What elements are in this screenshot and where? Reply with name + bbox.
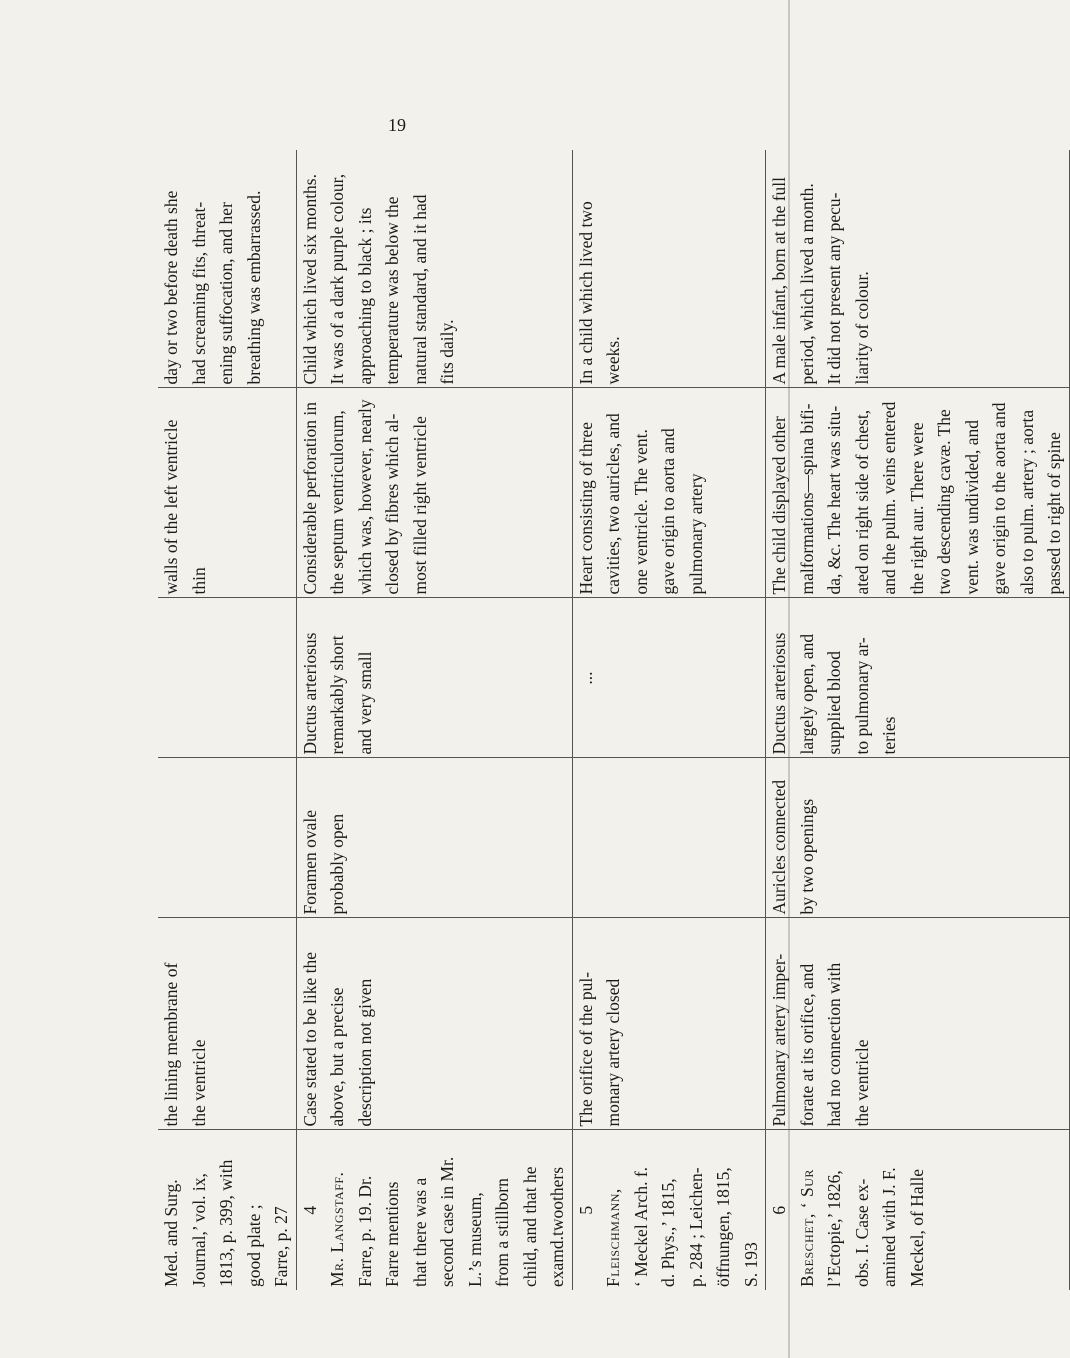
case-number: 5 — [575, 1205, 596, 1215]
life-cell: A male infant, born at the full period, which lived a month. It did not present any pecu- liarity of colour. — [769, 176, 872, 385]
foramen-cell — [158, 758, 296, 918]
ductus-cell: Ductus arteriosus remarkably short and very small — [296, 598, 572, 758]
source-cell: 6 Breschet, ‘ Sur l’Ectopie,’ 1826, obs. I. Case ex- amined with J. F. Meckel, of Halle — [766, 1130, 1070, 1290]
case-number: 4 — [299, 1205, 320, 1215]
ductus-cell — [158, 598, 296, 758]
table-row — [572, 150, 766, 1290]
foramen-cell: Foramen ovale probably open — [296, 758, 572, 918]
rotated-table-container — [158, 150, 1064, 1290]
table-row — [296, 150, 572, 1290]
source-cell: Med. and Surg. Journal,’ vol. ix, 1813, p. 399, with good plate ; Farre, p. 27 — [158, 1130, 296, 1290]
source-cell: 5 Fleischmann, ‘ Meckel Arch. f. d. Phys.,’ 1815, p. 284 ; Leichen- öffnungen, 1815, S. 193 — [572, 1130, 766, 1290]
heart-cell: Considerable perforation in the septum ventriculorum, which was, however, nearly closed by fibres which al- most filled right ventricle — [296, 388, 572, 598]
ductus-cell: ... — [572, 598, 766, 758]
foramen-cell — [572, 758, 766, 918]
pulmonary-cell: Pulmonary artery imper- forate at its orifice, and had no connection with the ventricle — [766, 918, 1070, 1130]
case-number: 6 — [769, 1205, 789, 1215]
page-number: 19 — [388, 115, 406, 135]
pulmonary-cell: the lining membrane of the ventricle — [158, 918, 296, 1130]
heart-cell: walls of the left ventricle thin — [158, 388, 296, 598]
case-table — [158, 150, 1070, 1290]
pulmonary-cell: Case stated to be like the above, but a precise description not given — [296, 918, 572, 1130]
pulmonary-cell: The orifice of the pul- monary artery closed — [572, 918, 766, 1130]
life-cell: Child which lived six months. It was of a dark purple colour, approaching to black ; its temperature was below the natural standard, and it had fits daily. — [299, 173, 457, 385]
table-row — [766, 150, 1070, 1290]
source-cell: 4 Mr. Langstaff. Farre, p. 19. Dr. Farre mentions that there was a second case in Mr. L.’s museum, from a stillborn child, and that he examd.twoothers — [296, 1130, 572, 1290]
case-table-body — [158, 150, 1069, 1290]
heart-cell: Heart consisting of three cavities, two auricles, and one ventricle. The vent. gave origin to aorta and pulmonary artery — [572, 388, 766, 598]
table-row — [158, 150, 296, 1290]
ductus-cell: Ductus arteriosus largely open, and supplied blood to pulmonary ar- teries — [766, 598, 1070, 758]
foramen-cell: Auricles connected by two openings — [766, 758, 1070, 918]
life-cell: day or two before death she had screaming fits, threat- ening suffocation, and her breathing was embarrassed. — [161, 190, 264, 385]
heart-cell: The child displayed other malformations—spina bifi- da, &c. The heart was situ- ated on right side of chest, and the pulm. veins entered the right aur. There were two descending cavæ. The vent. was undivided, and gave origin to the aorta and also to pulm. artery ; aorta passed to right of spine — [766, 388, 1070, 598]
life-cell: In a child which lived two weeks. — [575, 201, 623, 385]
